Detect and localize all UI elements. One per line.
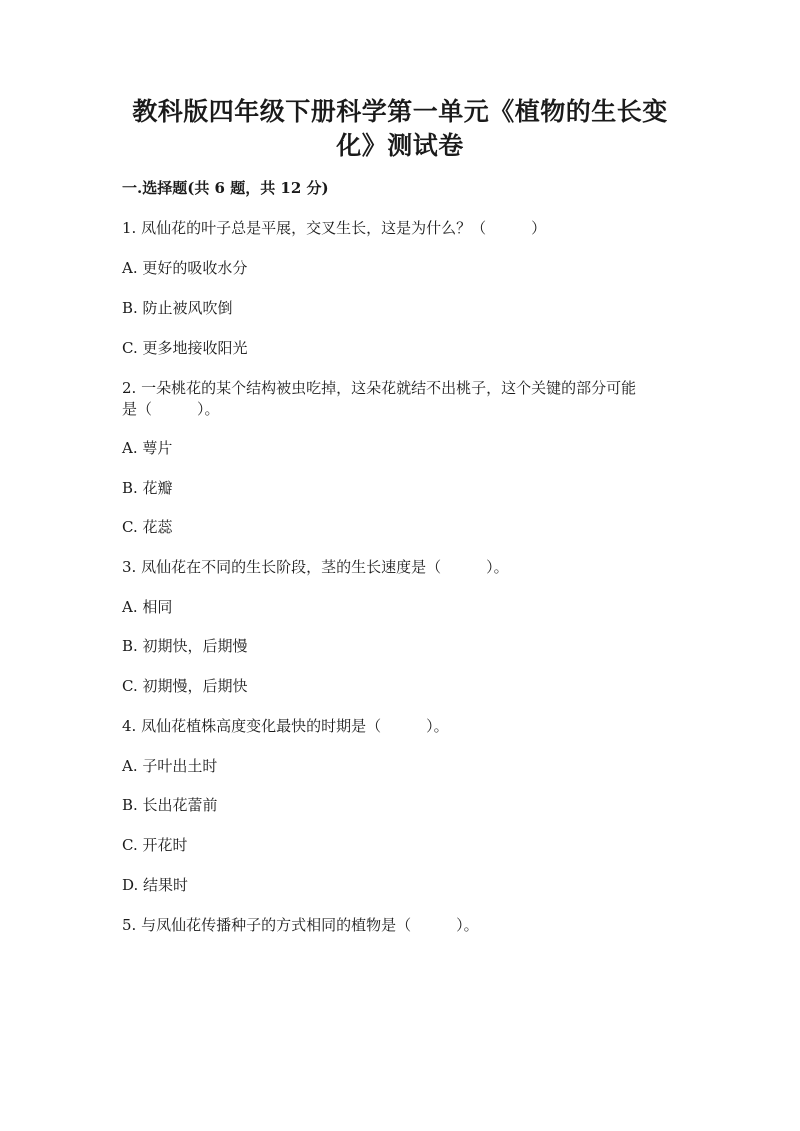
question-3-option-b: B. 初期快，后期慢 xyxy=(122,637,248,655)
question-4-option-c: C. 开花时 xyxy=(122,836,188,854)
question-2-stem-line-1: 2. 一朵桃花的某个结构被虫吃掉，这朵花就结不出桃子，这个关键的部分可能 xyxy=(122,379,637,397)
question-2-option-b: B. 花瓣 xyxy=(122,479,173,497)
question-2-stem-line-2: 是（ ）。 xyxy=(122,400,220,418)
question-3-stem: 3. 凤仙花在不同的生长阶段，茎的生长速度是（ ）。 xyxy=(122,558,509,576)
question-4-stem: 4. 凤仙花植株高度变化最快的时期是（ ）。 xyxy=(122,717,449,735)
question-3-option-c: C. 初期慢，后期快 xyxy=(122,677,248,695)
section-heading: 一.选择题(共 6 题，共 12 分) xyxy=(122,179,329,197)
title-line-1: 教科版四年级下册科学第一单元《植物的生长变 xyxy=(132,97,668,126)
question-1-option-c: C. 更多地接收阳光 xyxy=(122,339,248,357)
question-5-stem: 5. 与凤仙花传播种子的方式相同的植物是（ ）。 xyxy=(122,916,479,934)
document-title xyxy=(0,95,800,163)
question-4-option-a: A. 子叶出土时 xyxy=(122,757,218,775)
question-1-stem: 1. 凤仙花的叶子总是平展，交叉生长，这是为什么？（ ） xyxy=(122,219,547,237)
question-3-option-a: A. 相同 xyxy=(122,598,173,616)
question-4-option-d: D. 结果时 xyxy=(122,876,189,894)
title-line-2: 化》测试卷 xyxy=(336,131,464,160)
question-4-option-b: B. 长出花蕾前 xyxy=(122,796,218,814)
question-1-option-a: A. 更好的吸收水分 xyxy=(122,259,248,277)
question-2-option-c: C. 花蕊 xyxy=(122,518,173,536)
question-1-option-b: B. 防止被风吹倒 xyxy=(122,299,233,317)
question-2-option-a: A. 萼片 xyxy=(122,439,173,457)
